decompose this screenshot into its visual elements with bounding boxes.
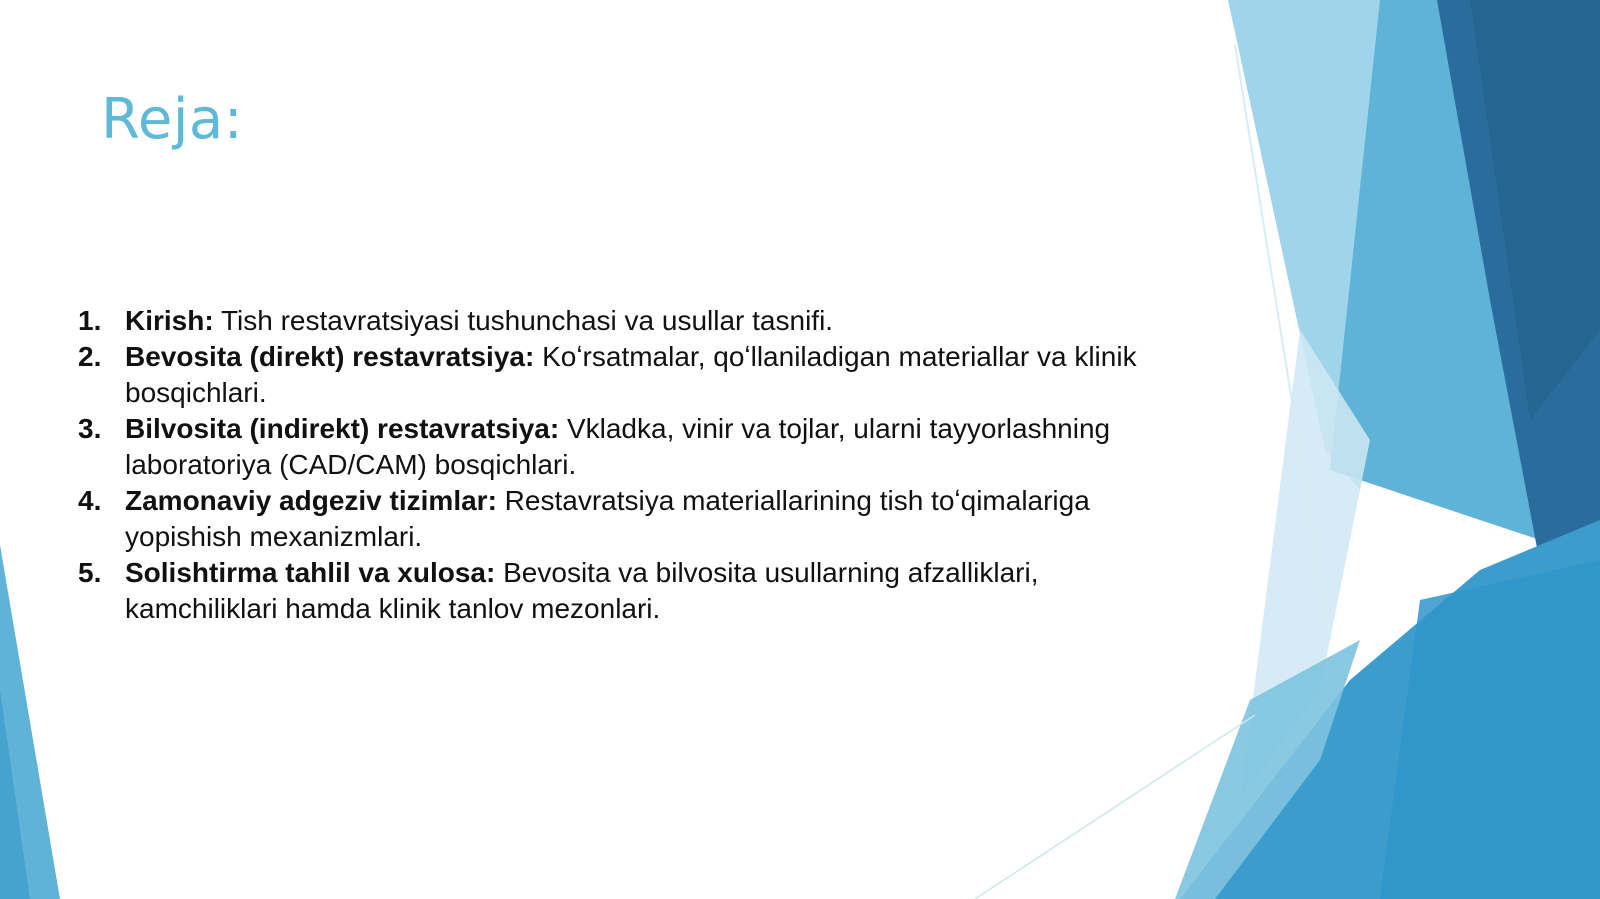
list-item-text: Restavratsiya materiallarining tish toʻqimalariga yopishish mexanizmlari. xyxy=(125,485,1090,552)
list-item-heading: Bilvosita (indirekt) restavratsiya: xyxy=(125,413,560,444)
list-item-heading: Zamonaviy adgeziv tizimlar: xyxy=(125,485,497,516)
list-item xyxy=(78,483,1198,555)
bottom-right-facet-bright xyxy=(1380,560,1600,899)
list-item-heading: Kirish: xyxy=(125,305,214,336)
list-item xyxy=(78,555,1198,627)
slide-title: Reja: xyxy=(101,87,244,152)
list-item-text: Koʻrsatmalar, qoʻllaniladigan materiallar va klinik bosqichlari. xyxy=(125,341,1137,408)
list-item-heading: Solishtirma tahlil va xulosa: xyxy=(125,557,496,588)
list-item-number: 1. xyxy=(78,305,102,336)
list-item xyxy=(78,411,1198,483)
list-item xyxy=(78,303,1198,339)
list-item-text: Bevosita va bilvosita usullarning afzalliklari, kamchiliklari hamda klinik tanlov mezonlari. xyxy=(125,557,1039,624)
list-item-number: 5. xyxy=(78,557,102,588)
plan-list xyxy=(78,303,1198,627)
list-item xyxy=(78,339,1198,411)
list-item-heading: Bevosita (direkt) restavratsiya: xyxy=(125,341,535,372)
list-item-text: Tish restavratsiyasi tushunchasi va usullar tasnifi. xyxy=(213,305,834,336)
list-item-number: 2. xyxy=(78,341,102,372)
list-item-number: 4. xyxy=(78,485,102,516)
list-item-text: Vkladka, vinir va tojlar, ularni tayyorlashning laboratoriya (CAD/CAM) bosqichlari. xyxy=(125,413,1111,480)
list-item-number: 3. xyxy=(78,413,102,444)
